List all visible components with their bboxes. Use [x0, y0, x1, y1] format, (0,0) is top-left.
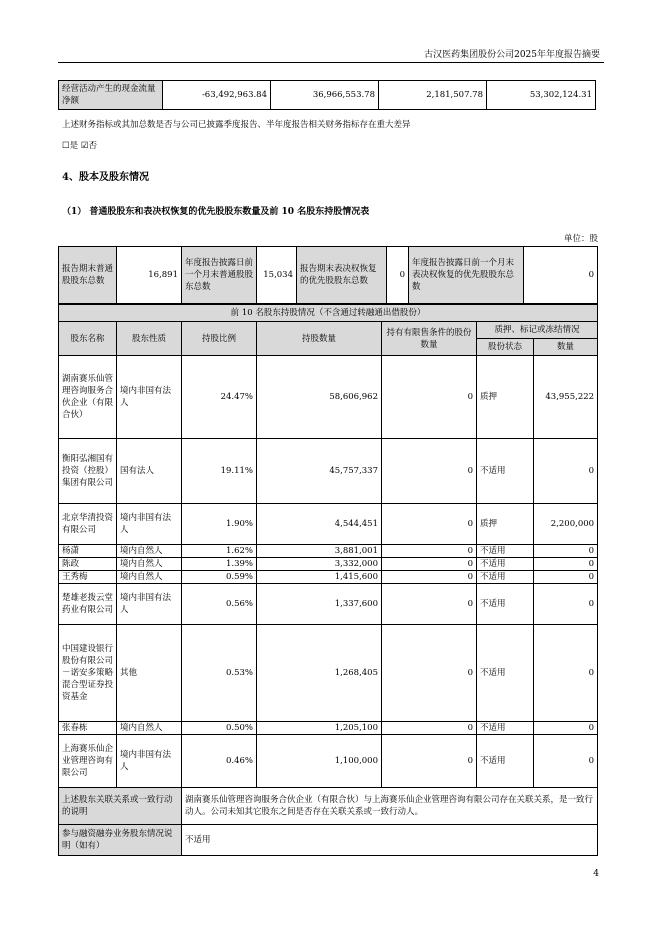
cell-nature: 境内自然人 — [117, 571, 182, 584]
cell-amount: 0 — [534, 545, 598, 558]
yes-no-choice — [62, 139, 97, 151]
cell-ratio: 1.62% — [182, 545, 257, 558]
summary-label: 年度报告披露日前一个月末表决权恢复的优先股股东总数 — [409, 247, 524, 304]
cell-status: 不适用 — [477, 558, 534, 571]
cell-restricted: 0 — [382, 571, 477, 584]
cell-nature: 境内非国有法人 — [117, 584, 182, 625]
cell-status: 不适用 — [477, 571, 534, 584]
difference-note: 上述财务指标或其加总数是否与公司已披露季度报告、半年度报告相关财务指标存在重大差异 — [62, 120, 411, 130]
table-row — [59, 625, 598, 722]
cell-qty: 1,100,000 — [257, 735, 382, 788]
table-row — [59, 439, 598, 504]
cell-amount: 0 — [534, 571, 598, 584]
cell-restricted: 0 — [382, 356, 477, 439]
col-header-pledge: 质押、标记或冻结情况 — [477, 322, 598, 339]
cell-nature: 境内非国有法人 — [117, 504, 182, 545]
cell-ratio: 0.53% — [182, 625, 257, 722]
cell-restricted: 0 — [382, 558, 477, 571]
cell-qty: 3,332,000 — [257, 558, 382, 571]
no-checkbox[interactable]: ☑否 — [80, 141, 97, 151]
cell-amount: 0 — [534, 584, 598, 625]
cell-status: 不适用 — [477, 722, 534, 735]
cell-amount: 0 — [534, 558, 598, 571]
table-row — [59, 571, 598, 584]
table-row — [59, 247, 598, 304]
col-header-restricted: 持有有限售条件的股份数量 — [382, 322, 477, 356]
margin-label: 参与融资融券业务股东情况说明（如有） — [59, 825, 182, 856]
col-header-nature: 股东性质 — [117, 322, 182, 356]
table-row — [59, 584, 598, 625]
unit-label: 单位：股 — [563, 234, 598, 244]
cell-status: 不适用 — [477, 625, 534, 722]
cell-ratio: 1.39% — [182, 558, 257, 571]
cashflow-value: 36,966,553.78 — [271, 81, 379, 110]
table-row — [59, 788, 598, 825]
cell-restricted: 0 — [382, 722, 477, 735]
cell-qty: 4,544,451 — [257, 504, 382, 545]
cell-nature: 境内非国有法人 — [117, 356, 182, 439]
col-header-amount: 数量 — [534, 339, 598, 356]
summary-value: 16,891 — [117, 247, 182, 304]
cell-name: 楚雄老拨云堂药业有限公司 — [59, 584, 117, 625]
cell-amount: 2,200,000 — [534, 504, 598, 545]
table-row — [59, 356, 598, 439]
table-row — [59, 545, 598, 558]
cell-amount: 0 — [534, 735, 598, 788]
cell-qty: 45,757,337 — [257, 439, 382, 504]
cell-name: 杨潇 — [59, 545, 117, 558]
cell-nature: 国有法人 — [117, 439, 182, 504]
col-header-qty: 持股数量 — [257, 322, 382, 356]
cell-name: 中国建设银行股份有限公司－诺安多策略混合型证券投资基金 — [59, 625, 117, 722]
cashflow-value: 2,181,507.78 — [379, 81, 487, 110]
summary-label: 年度报告披露日前一个月末普通股股东总数 — [182, 247, 257, 304]
table-title-row — [59, 305, 598, 322]
cell-name: 上海赛乐仙企业管理咨询有限公司 — [59, 735, 117, 788]
cell-ratio: 0.46% — [182, 735, 257, 788]
cell-amount: 0 — [534, 722, 598, 735]
table-header-row — [59, 322, 598, 339]
cell-status: 不适用 — [477, 545, 534, 558]
cell-qty: 1,205,100 — [257, 722, 382, 735]
cell-name: 北京华清投资有限公司 — [59, 504, 117, 545]
table-row — [59, 825, 598, 856]
table-row — [59, 722, 598, 735]
cell-name: 衡阳弘湘国有投资（控股）集团有限公司 — [59, 439, 117, 504]
cell-ratio: 1.90% — [182, 504, 257, 545]
table-row — [59, 504, 598, 545]
cell-nature: 境内自然人 — [117, 558, 182, 571]
shareholder-summary-table — [58, 246, 598, 304]
cell-nature: 境内非国有法人 — [117, 735, 182, 788]
table-row — [59, 81, 596, 110]
col-header-ratio: 持股比例 — [182, 322, 257, 356]
cell-nature: 境内自然人 — [117, 722, 182, 735]
page-number: 4 — [593, 869, 599, 879]
cell-status: 不适用 — [477, 439, 534, 504]
table-row — [59, 558, 598, 571]
cell-amount: 0 — [534, 439, 598, 504]
header-divider — [58, 62, 604, 63]
col-header-name: 股东名称 — [59, 322, 117, 356]
subsection-title: （1） 普通股股东和表决权恢复的优先股股东数量及前 10 名股东持股情况表 — [62, 207, 370, 217]
summary-label: 报告期末普通股股东总数 — [59, 247, 117, 304]
cell-ratio: 24.47% — [182, 356, 257, 439]
margin-text: 不适用 — [182, 825, 598, 856]
cell-qty: 1,337,600 — [257, 584, 382, 625]
cell-restricted: 0 — [382, 504, 477, 545]
relation-label: 上述股东关联关系或一致行动的说明 — [59, 788, 182, 825]
cell-name: 湖南赛乐仙管理咨询服务合伙企业（有限合伙） — [59, 356, 117, 439]
top10-shareholders-table — [58, 304, 598, 856]
cell-amount: 43,955,222 — [534, 356, 598, 439]
cell-restricted: 0 — [382, 625, 477, 722]
cell-name: 陈政 — [59, 558, 117, 571]
top10-title: 前 10 名股东持股情况（不含通过转融通出借股份） — [59, 305, 598, 322]
summary-value: 0 — [524, 247, 598, 304]
cell-qty: 58,606,962 — [257, 356, 382, 439]
section-title: 4、股本及股东情况 — [62, 172, 149, 183]
yes-checkbox[interactable]: ☐是 — [62, 141, 79, 151]
cell-name: 张春栋 — [59, 722, 117, 735]
cell-qty: 1,415,600 — [257, 571, 382, 584]
cell-qty: 3,881,001 — [257, 545, 382, 558]
cell-status: 质押 — [477, 356, 534, 439]
cell-status: 不适用 — [477, 584, 534, 625]
table-row — [59, 735, 598, 788]
cell-restricted: 0 — [382, 545, 477, 558]
cell-status: 质押 — [477, 504, 534, 545]
cashflow-value: 53,302,124.31 — [487, 81, 596, 110]
cell-ratio: 0.56% — [182, 584, 257, 625]
cell-ratio: 0.59% — [182, 571, 257, 584]
cell-nature: 其他 — [117, 625, 182, 722]
report-header-title: 古汉医药集团股份公司2025年年度报告摘要 — [424, 50, 600, 60]
summary-value: 0 — [387, 247, 409, 304]
cashflow-table — [58, 80, 596, 110]
summary-value: 15,034 — [257, 247, 297, 304]
cell-restricted: 0 — [382, 439, 477, 504]
cell-ratio: 19.11% — [182, 439, 257, 504]
summary-label: 报告期末表决权恢复的优先股股东总数 — [297, 247, 387, 304]
cell-status: 不适用 — [477, 735, 534, 788]
cashflow-value: -63,492,963.84 — [163, 81, 271, 110]
cashflow-label: 经营活动产生的现金流量净额 — [59, 81, 163, 110]
cell-qty: 1,268,405 — [257, 625, 382, 722]
cell-amount: 0 — [534, 625, 598, 722]
cell-ratio: 0.50% — [182, 722, 257, 735]
cell-restricted: 0 — [382, 735, 477, 788]
cell-name: 王秀梅 — [59, 571, 117, 584]
cell-restricted: 0 — [382, 584, 477, 625]
col-header-status: 股份状态 — [477, 339, 534, 356]
cell-nature: 境内自然人 — [117, 545, 182, 558]
relation-text: 湖南赛乐仙管理咨询服务合伙企业（有限合伙）与上海赛乐仙企业管理咨询有限公司存在关联关系，是一致行动人。公司未知其它股东之间是否存在关联关系或一致行动人。 — [182, 788, 598, 825]
